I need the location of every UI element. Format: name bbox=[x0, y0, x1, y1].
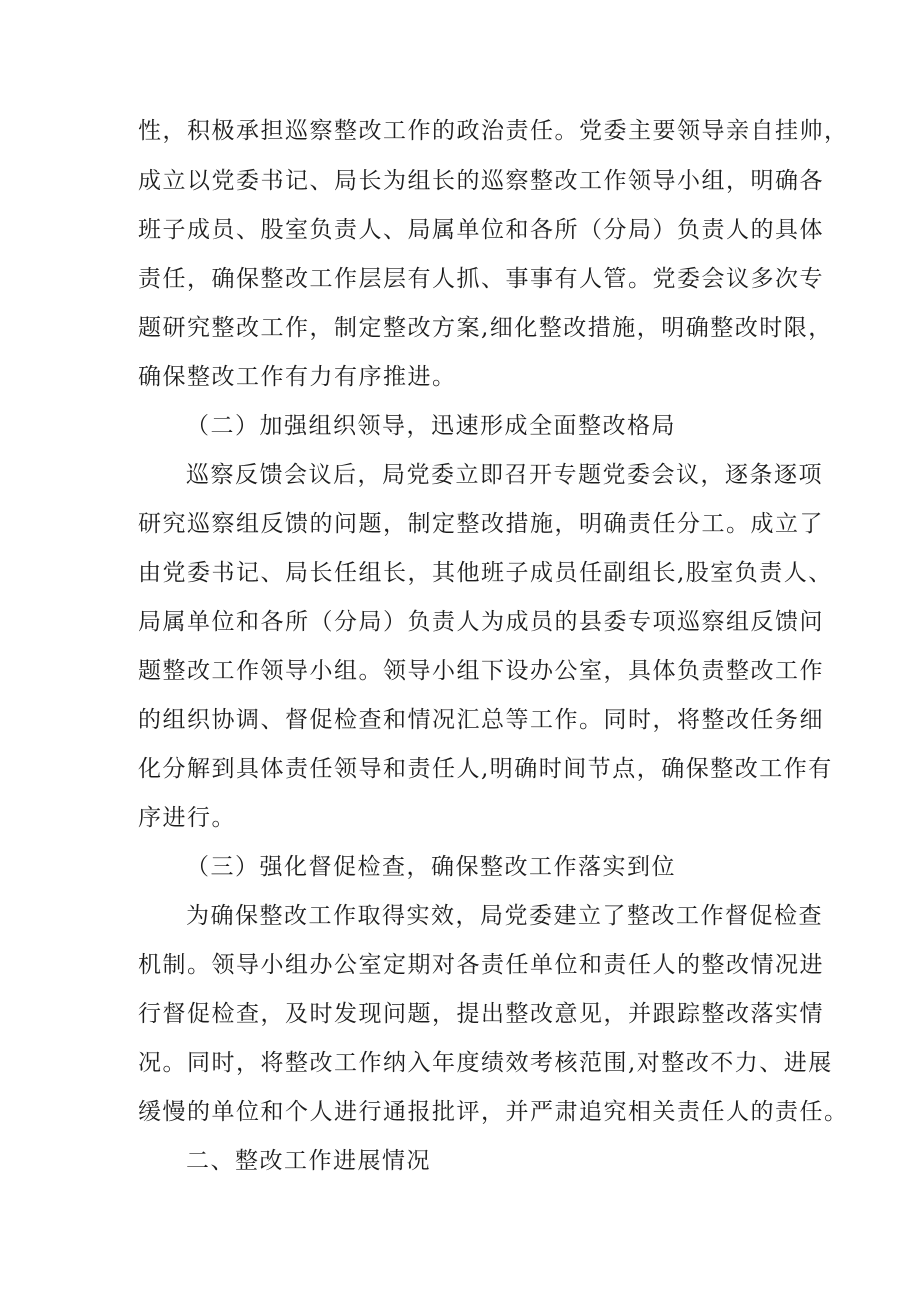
paragraph-line: 班子成员、股室负责人、局属单位和各所（分局）负责人的具体 bbox=[138, 217, 824, 243]
section-heading: （三）强化督促检查，确保整改工作落实到位 bbox=[186, 854, 676, 880]
paragraph-line: 为确保整改工作取得实效，局党委建立了整改工作督促检查 bbox=[186, 903, 823, 929]
paragraph-line: 况。同时，将整改工作纳入年度绩效考核范围,对整改不力、进展 bbox=[138, 1050, 833, 1076]
paragraph-line: 题整改工作领导小组。领导小组下设办公室，具体负责整改工作 bbox=[138, 658, 824, 684]
paragraph-line: 机制。领导小组办公室定期对各责任单位和责任人的整改情况进 bbox=[138, 952, 824, 978]
paragraph-line: 性，积极承担巡察整改工作的政治责任。党委主要领导亲自挂帅， bbox=[138, 118, 849, 144]
paragraph-line: 的组织协调、督促检查和情况汇总等工作。同时，将整改任务细 bbox=[138, 707, 824, 733]
paragraph-line: 确保整改工作有力有序推进。 bbox=[138, 364, 457, 390]
paragraph-line: 化分解到具体责任领导和责任人,明确时间节点，确保整改工作有 bbox=[138, 756, 833, 782]
paragraph-line: 行督促检查，及时发现问题，提出整改意见，并跟踪整改落实情 bbox=[138, 1001, 824, 1027]
section-heading: （二）加强组织领导，迅速形成全面整改格局 bbox=[186, 413, 676, 439]
paragraph-line: 局属单位和各所（分局）负责人为成员的县委专项巡察组反馈问 bbox=[138, 609, 824, 635]
paragraph-line: 题研究整改工作，制定整改方案,细化整改措施，明确整改时限， bbox=[138, 315, 833, 341]
paragraph-line: 责任，确保整改工作层层有人抓、事事有人管。党委会议多次专 bbox=[138, 266, 824, 292]
paragraph-line: 成立以党委书记、局长为组长的巡察整改工作领导小组，明确各 bbox=[138, 168, 824, 194]
section-heading: 二、整改工作进展情况 bbox=[186, 1148, 431, 1174]
paragraph-line: 研究巡察组反馈的问题，制定整改措施，明确责任分工。成立了 bbox=[138, 511, 824, 537]
paragraph-line: 由党委书记、局长任组长，其他班子成员任副组长,股室负责人、 bbox=[138, 560, 833, 586]
paragraph-line: 缓慢的单位和个人进行通报批评，并严肃追究相关责任人的责任。 bbox=[138, 1099, 849, 1125]
paragraph-line: 巡察反馈会议后，局党委立即召开专题党委会议，逐条逐项 bbox=[186, 462, 823, 488]
paragraph-line: 序进行。 bbox=[138, 805, 236, 831]
